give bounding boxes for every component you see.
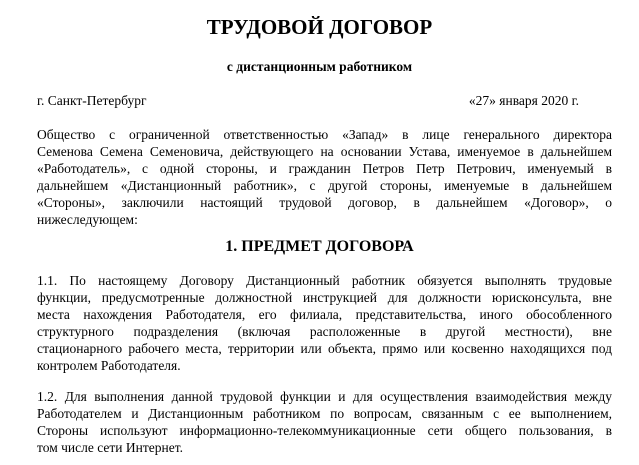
clause-line: 1.2. Для выполнения данной трудовой функции и для осуществления взаимодействия между [37, 389, 612, 404]
preamble-line: Семенова Семена Семеновича, действующего на основании Устава, именуемое в дальнейшем [37, 144, 612, 159]
clause-line: том числе сети Интернет. [37, 440, 183, 455]
clause-line: 1.1. По настоящему Договору Дистанционный работник обязуется выполнять трудовые [37, 273, 612, 288]
clause-1-1 [37, 272, 612, 374]
clause-1-2 [37, 388, 612, 456]
section-1-heading: 1. ПРЕДМЕТ ДОГОВОРА [225, 238, 414, 255]
preamble-line: Общество с ограниченной ответственностью «Запад» в лице генерального директора [37, 127, 612, 142]
preamble-line: дальнейшем «Дистанционный работник», с другой стороны, именуемые в дальнейшем [37, 178, 612, 193]
clause-line: места нахождения Работодателя, его филиала, представительства, иного обособленного [37, 307, 612, 322]
document-subtitle: с дистанционным работником [226, 59, 413, 74]
clause-line: структурного подразделения (включая расположенные в другой местности), вне [37, 324, 612, 339]
clause-line: функции, предусмотренные должностной инструкцией для должности юрисконсульта, вне [37, 290, 612, 305]
document-title: ТРУДОВОЙ ДОГОВОР [206, 15, 433, 39]
clause-line: контролем Работодателя. [37, 358, 181, 373]
preamble-line: «Стороны», заключили настоящий трудовой договор, в дальнейшем «Договор», о [37, 195, 612, 210]
preamble-line: нижеследующем: [37, 212, 138, 227]
preamble-paragraph [37, 126, 612, 228]
clause-line: Стороны используют информационно-телекоммуникационные сети общего пользования, в [37, 423, 612, 438]
clause-line: Работодателем и Дистанционным работником по вопросам, связанным с ее выполнением, [37, 406, 612, 421]
city: г. Санкт-Петербург [37, 93, 147, 108]
contract-date: «27» января 2020 г. [468, 93, 579, 108]
place-date-row [37, 92, 579, 109]
preamble-line: «Работодатель», с одной стороны, и гражданин Петров Петр Петрович, именуемый в [37, 161, 612, 176]
clause-line: стационарного рабочего места, территории или объекта, прямо или косвенно находящихся под [37, 341, 612, 356]
